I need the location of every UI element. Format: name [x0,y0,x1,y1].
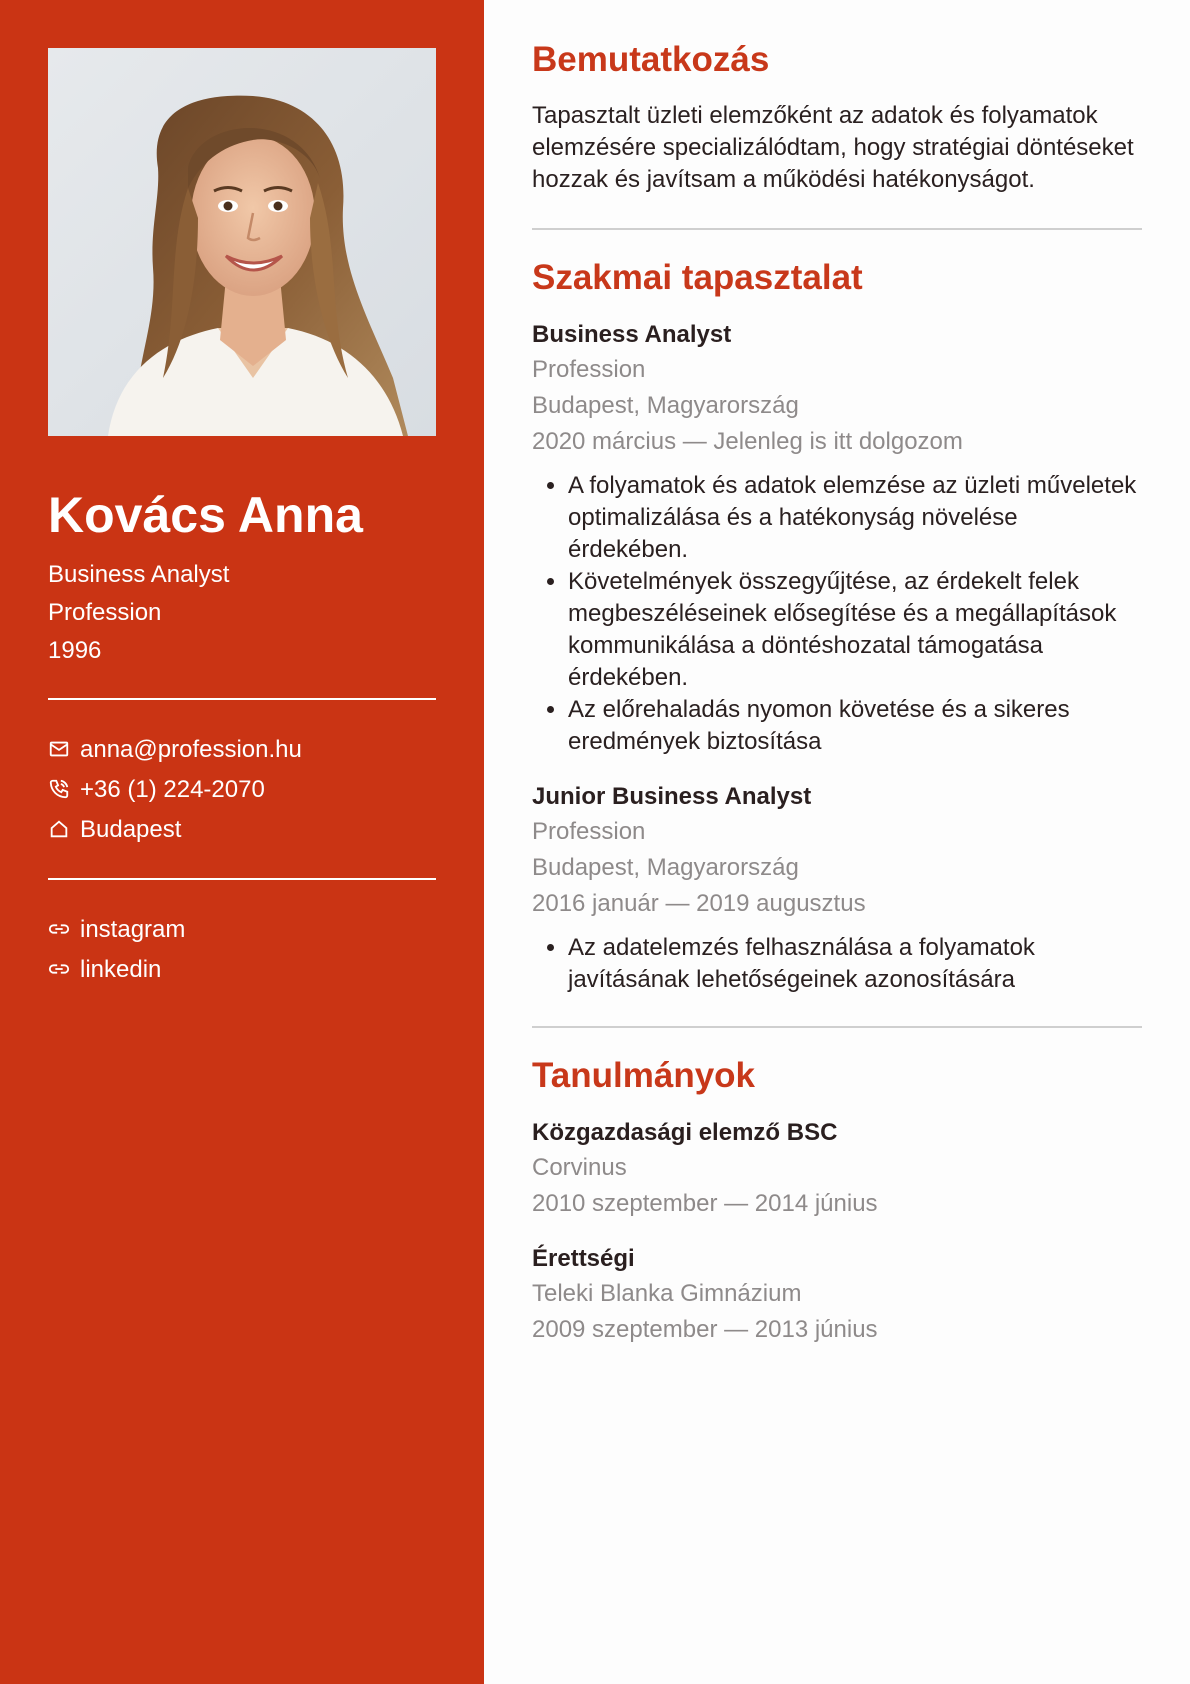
education-section [532,1028,1142,1348]
link-instagram[interactable] [48,910,436,950]
link-icon [48,958,72,982]
job-period: 2020 március — Jelenleg is itt dolgozom [532,428,963,455]
about-title: Bemutatkozás [532,40,770,79]
sidebar-divider [48,878,436,880]
about-section [532,0,1142,196]
contact-email[interactable] [48,730,436,770]
profile-details [48,556,436,670]
sidebar-divider [48,698,436,700]
profile-photo [48,48,436,436]
about-text: Tapasztalt üzleti elemzőként az adatok és folyamatok elemzésére specializálódtam, hogy stratégiai döntéseket hozzak és javítsam a működési hatékonyságot. [532,102,1134,193]
education-entry [532,1242,1142,1348]
education-period: 2009 szeptember — 2013 június [532,1316,878,1343]
job-bullet: • Az előrehaladás nyomon követése és a sikeres eredmények biztosítása [568,694,1142,758]
home-icon [48,818,72,842]
experience-title: Szakmai tapasztalat [532,258,863,297]
contact-city-text: Budapest [80,816,182,843]
phone-icon [48,778,72,802]
job-location: Budapest, Magyarország [532,854,799,881]
job-entry [532,780,1142,996]
job-title: Junior Business Analyst [532,783,812,810]
profile-birth-year: 1996 [48,637,102,664]
education-period: 2010 szeptember — 2014 június [532,1190,878,1217]
education-title: Tanulmányok [532,1056,756,1095]
education-entry [532,1116,1142,1222]
link-icon [48,918,72,942]
link-linkedin-label: linkedin [80,956,162,983]
mail-icon [48,738,72,762]
education-degree: Érettségi [532,1245,635,1272]
profile-company: Profession [48,599,162,626]
job-bullet: • Az adatelemzés felhasználása a folyamatok javításának lehetőségeinek azonosítására [568,932,1142,996]
job-title: Business Analyst [532,321,732,348]
education-school: Teleki Blanka Gimnázium [532,1280,802,1307]
person-name: Kovács Anna [48,487,363,543]
experience-section [532,230,1142,996]
contact-city [48,810,436,850]
education-degree: Közgazdasági elemző BSC [532,1119,838,1146]
job-bullet: • Követelmények összegyűjtése, az érdekelt felek megbeszéléseinek elősegítése és a megállapítások kommunikálása a döntéshozatal támogatása érdekében. [568,566,1142,694]
education-school: Corvinus [532,1154,627,1181]
profile-role: Business Analyst [48,561,230,588]
job-company: Profession [532,356,646,383]
job-bullets [532,470,1142,758]
main-content [532,0,1142,1348]
contact-phone-text: +36 (1) 224-2070 [80,776,265,803]
job-bullet: • A folyamatok és adatok elemzése az üzleti műveletek optimalizálása és a hatékonyság növelése érdekében. [568,470,1142,566]
sidebar [0,0,484,1684]
social-links [48,910,436,990]
contact-email-text: anna@profession.hu [80,736,302,763]
link-instagram-label: instagram [80,916,186,943]
job-period: 2016 január — 2019 augusztus [532,890,866,917]
contact-list [48,730,436,850]
link-linkedin[interactable] [48,950,436,990]
contact-phone[interactable] [48,770,436,810]
job-location: Budapest, Magyarország [532,392,799,419]
job-company: Profession [532,818,646,845]
job-entry [532,318,1142,758]
job-bullets [532,932,1142,996]
